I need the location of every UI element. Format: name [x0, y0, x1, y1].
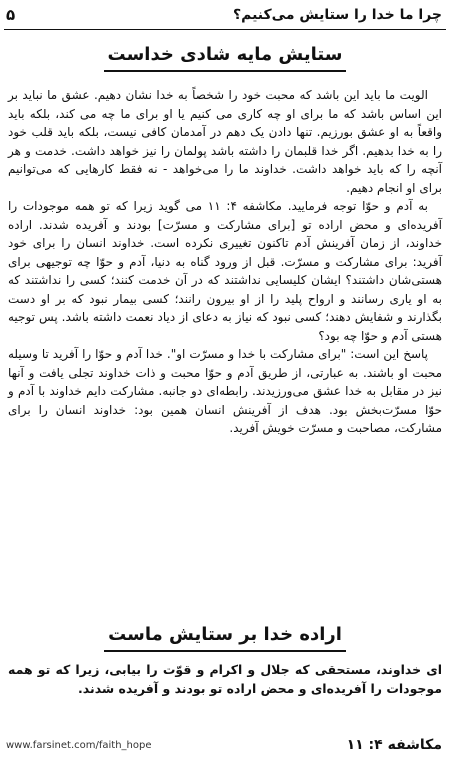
footer-url: www.farsinet.com/faith_hope — [6, 739, 152, 751]
paragraph-2: به آدم و حوّا توجه فرمایید. مکاشفه ۴: ۱۱ می گوید زیرا که تو همه موجودات را آفریده‌ای و محض اراده تو [برای مشارکت و مسرّت] بودند و آفریده شدند. اراده خداوند، از زمان آفرینش آدم تاکنون تغییری نکرده است. خداوند انسان را برای خود آفرید: برای مشارکت و مسرّت. قبل از ورود گناه به دنیا، آدم و حوّا چه توجیهی برای هستی‌شان داشتند؟ ایشان کلیسایی نداشتند که در آن خدمت کنند؛ کسی را نداشتند که به او یاری رسانند و ارواح پلید را از او بیرون رانند؛ کسی بیمار نبود که بر او دست بگذارند و شفایش دهند؛ کسی نبود که نیاز به دعای از دیاد نعمت داشته باشد. پس توجیه هستی آدم و حوّا چه بود؟ — [8, 199, 442, 343]
section-title-praise-joy: ستایش مایه شادی خداست — [0, 42, 450, 72]
paragraph-1: الویت ما باید این باشد که محبت خود را شخصاً به خدا نشان دهیم. عشق ما نباید بر این اساس باشد که ما برای او چه کاری می کنیم یا او برای ما چه می کند، بلکه باید واقعاً به او عشق بورزیم. تنها دادن یک دهم در آمدمان کافی نیست، بلکه باید قلب خود را به خدا بدهیم. اگر خدا قلبمان را داشته باشد پولمان را نیز خواهد داشت. خدمت و هر آنچه را که باید خواهد داشت. خداوند ما را می‌خواهد - نه فقط کارهایی که می‌توانیم برای او انجام دهیم. — [8, 88, 442, 195]
header-divider — [4, 29, 446, 30]
section-title-gods-will: اراده خدا بر ستایش ماست — [0, 622, 450, 652]
page-header — [6, 2, 442, 28]
section1-body — [8, 86, 442, 438]
paragraph-3: پاسخ این است: "برای مشارکت با خدا و مسرّت او". خدا آدم و حوّا را آفرید تا وسیله محبت او باشند. به عبارتی، از طریق آدم و حوّا محبت و ذات خداوند تجلی یافت و آنها نیز در مقابل به خدا عشق می‌ورزیدند. رابطه‌ای دو جانبه. مشارکت دایم خداوند با آدم و حوّا مسرّت‌بخش بود. هدف از آفرینش انسان همین بود: خداوند انسان را برای مشارکت، مصاحبت و مسرّت خویش آفرید. — [8, 347, 442, 435]
running-title: چرا ما خدا را ستایش می‌کنیم؟ — [232, 7, 442, 23]
verse-reference: مکاشفه ۴: ۱۱ — [346, 737, 442, 753]
page-footer — [6, 734, 442, 756]
bible-verse: ای خداوند، مستحقی که جلال و اکرام و قوّت را بیابی، زیرا که تو همه موجودات را آفریده‌ای و محض اراده تو بودند و آفریده شدند. — [8, 662, 442, 696]
page-number: ۵ — [6, 6, 16, 24]
